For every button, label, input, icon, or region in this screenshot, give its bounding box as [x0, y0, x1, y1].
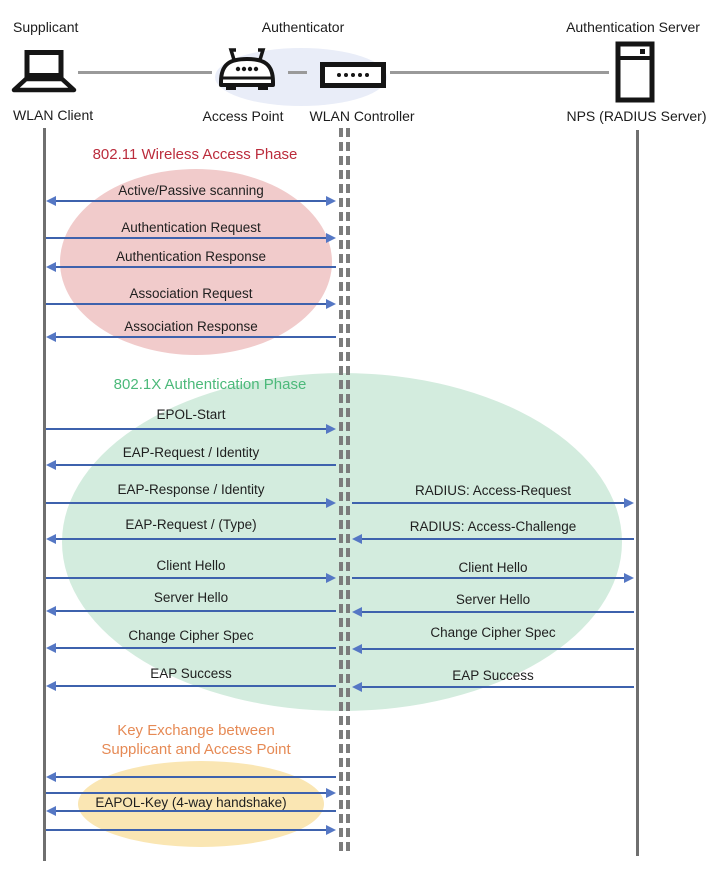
msg-client-hello-left: Client Hello [156, 558, 226, 573]
msg-eap-request-type: EAP-Request / (Type) [125, 517, 257, 532]
role-authenticator: Authenticator [261, 19, 345, 35]
arrow-radius-access-challenge [362, 538, 634, 540]
role-authentication-server: Authentication Server [566, 19, 700, 35]
connector-client-to-ap [78, 71, 212, 74]
msg-association-request: Association Request [129, 286, 253, 301]
arrow-epol-start [46, 428, 326, 430]
laptop-icon [10, 50, 78, 94]
server-icon [615, 41, 655, 103]
msg-epol-start: EPOL-Start [156, 407, 226, 422]
msg-client-hello-right: Client Hello [458, 560, 528, 575]
node-label-nps-radius-server: NPS (RADIUS Server) [566, 108, 707, 124]
msg-active-passive-scanning: Active/Passive scanning [118, 183, 264, 198]
arrow-change-cipher-spec-left [56, 647, 336, 649]
arrow-eapol-key-4 [46, 829, 326, 831]
arrow-eap-success-right [362, 686, 634, 688]
msg-eap-request-identity: EAP-Request / Identity [122, 445, 260, 460]
node-label-wlan-client: WLAN Client [13, 107, 94, 123]
arrow-client-hello-right [352, 577, 624, 579]
phase2-title: 802.1X Authentication Phase [113, 376, 307, 393]
arrow-eapol-key-2 [46, 792, 326, 794]
node-label-wlan-controller: WLAN Controller [309, 108, 415, 124]
arrow-client-hello-left [46, 577, 326, 579]
arrow-authentication-response [56, 266, 336, 268]
arrow-active-passive-scanning [56, 200, 326, 202]
msg-association-response: Association Response [124, 319, 258, 334]
msg-eap-response-identity: EAP-Response / Identity [117, 482, 265, 497]
msg-eap-success-left: EAP Success [150, 666, 232, 681]
phase3-title-line1: Key Exchange between [117, 722, 275, 739]
wlan-controller-icon [320, 62, 386, 88]
arrow-association-request [46, 303, 326, 305]
arrow-authentication-request [46, 237, 326, 239]
connector-wlc-to-server [390, 71, 609, 74]
msg-authentication-request: Authentication Request [121, 220, 261, 235]
lifeline-authenticator-dash-2 [346, 128, 350, 856]
msg-change-cipher-spec-right: Change Cipher Spec [430, 625, 556, 640]
arrow-association-response [56, 336, 336, 338]
arrow-eapol-key-1 [56, 776, 336, 778]
msg-eapol-key-4way-handshake: EAPOL-Key (4-way handshake) [95, 795, 287, 810]
node-label-access-point: Access Point [202, 108, 284, 124]
msg-radius-access-challenge: RADIUS: Access-Challenge [409, 519, 577, 534]
msg-server-hello-left: Server Hello [153, 590, 229, 605]
access-point-icon [216, 48, 278, 92]
msg-authentication-response: Authentication Response [115, 249, 267, 264]
msg-radius-access-request: RADIUS: Access-Request [414, 483, 572, 498]
arrow-server-hello-left [56, 610, 336, 612]
msg-eap-success-right: EAP Success [452, 668, 534, 683]
arrow-eap-success-left [56, 685, 336, 687]
lifeline-auth-server [636, 130, 639, 856]
arrow-radius-access-request [352, 502, 624, 504]
phase3-title-line2: Supplicant and Access Point [101, 741, 291, 758]
arrow-server-hello-right [362, 611, 634, 613]
msg-change-cipher-spec-left: Change Cipher Spec [128, 628, 254, 643]
role-supplicant: Supplicant [13, 19, 79, 35]
arrow-eap-response-identity [46, 502, 326, 504]
msg-server-hello-right: Server Hello [455, 592, 531, 607]
arrow-change-cipher-spec-right [362, 648, 634, 650]
arrow-eap-request-type [56, 538, 336, 540]
phase1-title: 802.11 Wireless Access Phase [92, 146, 298, 163]
arrow-eapol-key-3 [56, 810, 336, 812]
connector-ap-to-wlc [288, 71, 307, 74]
arrow-eap-request-identity [56, 464, 336, 466]
